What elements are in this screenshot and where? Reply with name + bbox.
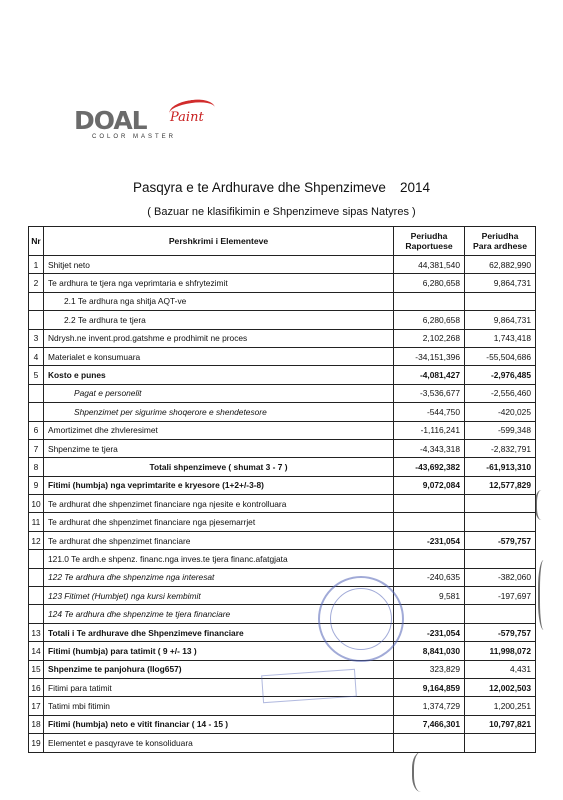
table-row [29,531,536,549]
row-description: Te ardhurat dhe shpenzimet financiare [44,531,394,549]
page-title: Pasqyra e te Ardhurave dhe Shpenzimeve 2014 [133,180,430,195]
company-logo [74,106,204,140]
row-number: 4 [29,347,44,365]
row-number: 15 [29,660,44,678]
row-number: 13 [29,623,44,641]
row-description: Te ardhurat dhe shpenzimet financiare nga pjesemarrjet [44,513,394,531]
value-current-period: -34,151,396 [394,347,465,365]
signature-mark [535,490,551,520]
row-number: 9 [29,476,44,494]
value-previous-period: -55,504,686 [465,347,536,365]
row-number [29,292,44,310]
row-description: 123 Fitimet (Humbjet) nga kursi kembimit [44,587,394,605]
table-row [29,458,536,476]
value-previous-period: -579,757 [465,623,536,641]
row-number [29,568,44,586]
table-row [29,495,536,513]
row-number: 10 [29,495,44,513]
table-row [29,347,536,365]
row-number: 6 [29,421,44,439]
table-row [29,476,536,494]
table-row [29,329,536,347]
table-row [29,421,536,439]
value-current-period: 7,466,301 [394,715,465,733]
table-row [29,384,536,402]
row-number [29,403,44,421]
value-previous-period: -579,757 [465,531,536,549]
row-number: 11 [29,513,44,531]
row-description: Fitimi (humbja) nga veprimtarite e kryesore (1+2+/-3-8) [44,476,394,494]
row-number [29,550,44,568]
value-current-period [394,605,465,623]
value-current-period [394,292,465,310]
value-current-period: 323,829 [394,660,465,678]
value-current-period: 9,581 [394,587,465,605]
value-current-period: 1,374,729 [394,697,465,715]
title-year: 2014 [399,180,430,195]
table-row [29,311,536,329]
value-previous-period: 4,431 [465,660,536,678]
table-row [29,715,536,733]
value-previous-period [465,605,536,623]
row-number: 7 [29,439,44,457]
value-previous-period [465,513,536,531]
row-description: Shitjet neto [44,256,394,274]
row-number: 2 [29,274,44,292]
header-current-period: Periudha Raportuese [394,227,465,256]
value-previous-period: 1,743,418 [465,329,536,347]
table-row [29,513,536,531]
table-row [29,292,536,310]
row-number: 18 [29,715,44,733]
row-number [29,311,44,329]
row-description: Elementet e pasqyrave te konsoliduara [44,734,394,752]
logo-script: Paint [170,110,204,125]
table-header-row [29,227,536,256]
value-previous-period: -382,060 [465,568,536,586]
value-current-period: 6,280,658 [394,311,465,329]
value-current-period: -240,635 [394,568,465,586]
value-current-period: -231,054 [394,531,465,549]
table-row [29,734,536,752]
value-current-period: -43,692,382 [394,458,465,476]
value-previous-period: -420,025 [465,403,536,421]
value-current-period [394,550,465,568]
row-description: Shpenzimet per sigurime shoqerore e shendetesore [44,403,394,421]
value-previous-period [465,734,536,752]
row-description: 124 Te ardhura dhe shpenzime te tjera financiare [44,605,394,623]
value-previous-period: -2,976,485 [465,366,536,384]
row-description: 121.0 Te ardh.e shpenz. financ.nga inves.te tjera financ.afatgjata [44,550,394,568]
logo-wordmark: DOAL [74,106,147,135]
row-description: Pagat e personelit [44,384,394,402]
value-previous-period: 12,002,503 [465,678,536,696]
value-current-period [394,495,465,513]
value-current-period: -231,054 [394,623,465,641]
value-previous-period: -2,556,460 [465,384,536,402]
row-description: Shpenzime te panjohura (llog657) [44,660,394,678]
value-current-period: -3,536,677 [394,384,465,402]
value-current-period [394,513,465,531]
value-previous-period: 62,882,990 [465,256,536,274]
table-row [29,403,536,421]
row-description: Tatimi mbi fitimin [44,697,394,715]
row-description: Te ardhurat dhe shpenzimet financiare nga njesite e kontrolluara [44,495,394,513]
table-row [29,439,536,457]
official-stamp [318,576,404,662]
value-previous-period [465,495,536,513]
header-nr: Nr [29,227,44,256]
value-current-period: 6,280,658 [394,274,465,292]
value-previous-period: 9,864,731 [465,311,536,329]
value-current-period: -4,081,427 [394,366,465,384]
row-description: Fitimi (humbja) neto e vitit financiar ( 14 - 15 ) [44,715,394,733]
row-number: 5 [29,366,44,384]
value-previous-period: 1,200,251 [465,697,536,715]
table-row [29,623,536,641]
value-current-period: -544,750 [394,403,465,421]
value-previous-period: -197,697 [465,587,536,605]
value-previous-period [465,292,536,310]
row-description: Kosto e punes [44,366,394,384]
value-previous-period: -61,913,310 [465,458,536,476]
table-row [29,366,536,384]
table-row [29,274,536,292]
row-description: Ndrysh.ne invent.prod.gatshme e prodhimit ne proces [44,329,394,347]
row-description: Fitimi (humbja) para tatimit ( 9 +/- 13 ) [44,642,394,660]
value-previous-period: 11,998,072 [465,642,536,660]
value-current-period: 9,164,859 [394,678,465,696]
value-previous-period: 10,797,821 [465,715,536,733]
page-subtitle: ( Bazuar ne klasifikimin e Shpenzimeve sipas Natyres ) [147,206,416,218]
value-current-period [394,734,465,752]
table-row [29,642,536,660]
value-current-period: 9,072,084 [394,476,465,494]
row-description: Totali i Te ardhurave dhe Shpenzimeve financiare [44,623,394,641]
row-description: Materialet e konsumuara [44,347,394,365]
table-row [29,605,536,623]
logo-tagline: COLOR MASTER [92,134,177,140]
row-number [29,384,44,402]
signature-mark [412,752,434,792]
header-description: Pershkrimi i Elementeve [44,227,394,256]
value-current-period: -4,343,318 [394,439,465,457]
row-number: 19 [29,734,44,752]
row-description: 122 Te ardhura dhe shpenzime nga interesat [44,568,394,586]
value-previous-period: 12,577,829 [465,476,536,494]
header-previous-period: Periudha Para ardhese [465,227,536,256]
table-row [29,550,536,568]
row-description: Fitimi para tatimit [44,678,394,696]
row-number: 16 [29,678,44,696]
value-previous-period: -599,348 [465,421,536,439]
row-number: 14 [29,642,44,660]
value-current-period: 44,381,540 [394,256,465,274]
value-current-period: 8,841,030 [394,642,465,660]
table-row [29,256,536,274]
table-row [29,587,536,605]
row-description: 2.1 Te ardhura nga shitja AQT-ve [44,292,394,310]
value-current-period: -1,116,241 [394,421,465,439]
row-description: Shpenzime te tjera [44,439,394,457]
value-previous-period: -2,832,791 [465,439,536,457]
row-number: 17 [29,697,44,715]
row-number [29,605,44,623]
row-number: 12 [29,531,44,549]
value-previous-period: 9,864,731 [465,274,536,292]
row-description: 2.2 Te ardhura te tjera [44,311,394,329]
signature-mark [538,560,552,630]
value-previous-period [465,550,536,568]
row-number: 8 [29,458,44,476]
table-row [29,568,536,586]
row-number: 1 [29,256,44,274]
row-number [29,587,44,605]
value-current-period: 2,102,268 [394,329,465,347]
row-number: 3 [29,329,44,347]
row-description: Te ardhura te tjera nga veprimtaria e shfrytezimit [44,274,394,292]
row-description: Amortizimet dhe zhvleresimet [44,421,394,439]
row-description: Totali shpenzimeve ( shumat 3 - 7 ) [44,458,394,476]
